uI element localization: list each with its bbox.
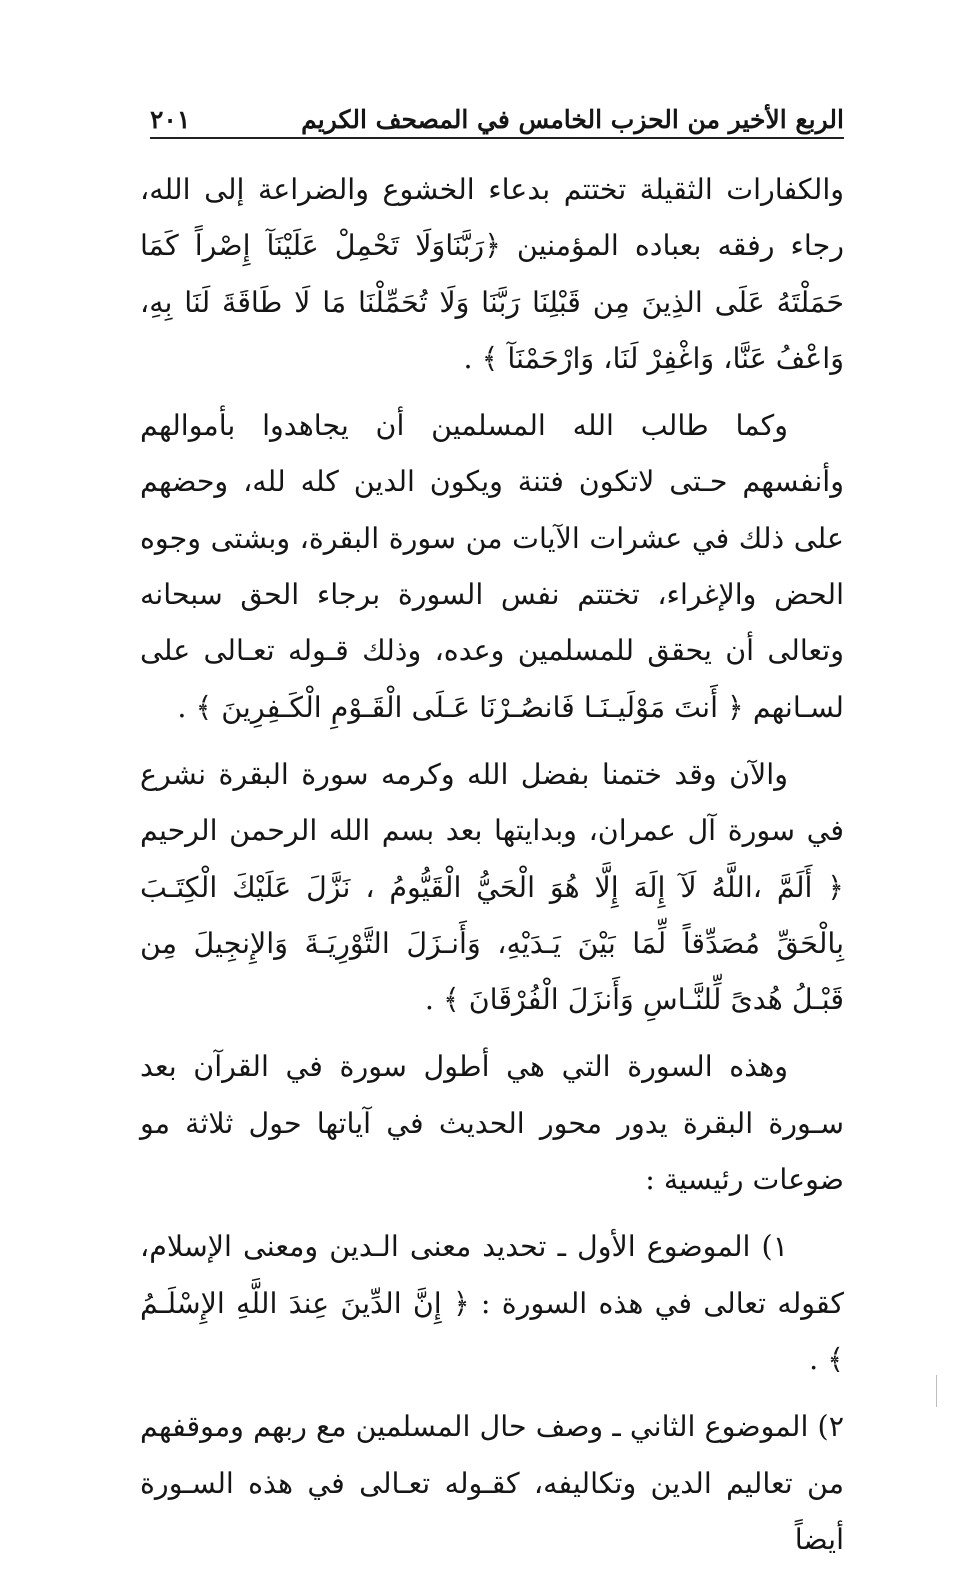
page-number: ٢٠١ [150,105,191,134]
paragraph-topic-one: ١) الموضوع الأول ـ تحديد معنى الـدين ومعنى الإسلام، كقوله تعالى في هذه السورة : ﴿ إِنَّ الدِّينَ عِندَ اللَّهِ الإِسْلَـمُ ﴾ . [140,1230,844,1376]
paragraph-kaffarat: والكفارات الثقيلة تختتم بدعاء الخشوع والضراعة إلى الله، رجاء رفقه بعباده المؤمنين ﴿رَبَّنَاوَلَا تَحْمِلْ عَلَيْنَآ إِصْراً كَمَا حَمَلْتَهُ عَلَى الذِينَ مِن قَبْلِنَا رَبَّنَا وَلَا تُحَمِّلْنَا مَا لَا طَاقَةَ لَنَا بِهِ، وَاعْفُ عَنَّا، وَاغْفِرْ لَنَا، وَارْحَمْنَآ ﴾ . [140,173,844,375]
scan-edge-mark [936,1375,937,1407]
header-title: الربع الأخير من الحزب الخامس في المصحف الكريم [301,105,844,134]
paragraph-surah-topics: وهذه السورة التي هي أطول سورة في القرآن بعد سـورة البقرة يدور محور الحديث في آياتها حول ثلاثة مو ضوعات رئيسية : [140,1050,844,1197]
body-text [140,162,844,1579]
paragraph-jihad: وكما طالب الله المسلمين أن يجاهدوا بأموالهم وأنفسهم حـتى لاتكون فتنة ويكون الدين كله لله، وحضهم على ذلك في عشرات الآيات من سورة البقرة، وبشتى وجوه الحض والإغراء، تختتم نفس السورة برجاء الحق سبحانه وتعالى أن يحقق للمسلمين وعده، وذلك قـوله تعـالى على لسـانهم ﴿ أَنتَ مَوْلَيـنَـا فَانصُـرْنَا عَـلَى الْقَـوْمِ الْكَـفِرِينَ ﴾ . [140,409,844,724]
paragraph-al-imran-opening: والآن وقد ختمنا بفضل الله وكرمه سورة البقرة نشرع في سورة آل عمران، وبدايتها بعد بسم الله الرحمن الرحيم ﴿ أَلَمَّ ،اللَّهُ لَآ إِلَهَ إِلَّا هُوَ الْحَيُّ الْقَيُّومُ ، نَزَّلَ عَلَيْكَ الْكِتَـبَ بِالْحَقِّ مُصَدِّقاً لِّمَا بَيْنَ يَـدَيْهِ، وَأَنـزَلَ التَّوْرِيَـةَ وَالإِنجِيلَ مِن قَبْـلُ هُدىً لِّلنَّـاسِ وَأَنزَلَ الْفُرْقَانَ ﴾ . [140,757,844,1017]
running-header [150,94,844,139]
paragraph-topic-two: ٢) الموضوع الثاني ـ وصف حال المسلمين مع ربهم وموقفهم من تعاليم الدين وتكاليفه، كقـوله تعـالى في هذه السـورة أيضاً [140,1410,844,1556]
